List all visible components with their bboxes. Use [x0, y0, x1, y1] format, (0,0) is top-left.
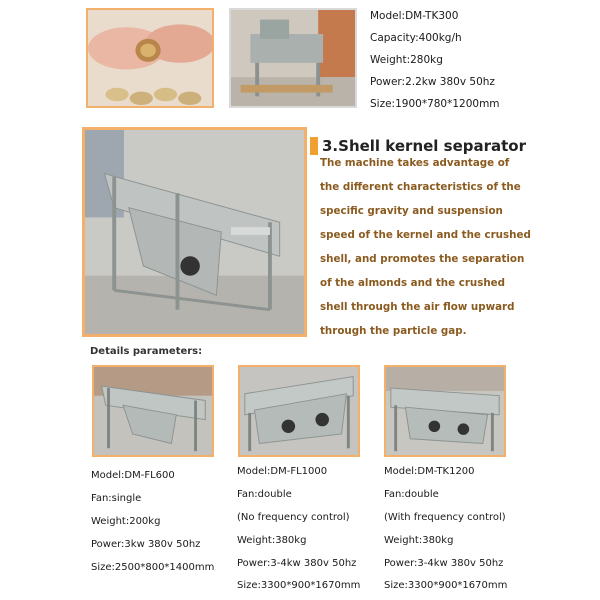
shell-kernel-separator-photo	[82, 127, 307, 337]
top-model-capacity: Capacity:400kg/h	[370, 32, 462, 44]
model-note: (No frequency control)	[237, 512, 350, 523]
model-size: Size:3300*900*1670mm	[384, 580, 508, 591]
model-size: Size:3300*900*1670mm	[237, 580, 361, 591]
almond-hand-photo	[86, 8, 214, 108]
model-weight: Weight:200kg	[91, 516, 161, 527]
model-power: Power:3-4kw 380v 50hz	[237, 558, 357, 569]
model-name: Model:DM-FL1000	[237, 466, 328, 477]
section-title-text: 3.Shell kernel separator	[322, 137, 527, 155]
model-note: (With frequency control)	[384, 512, 506, 523]
dm-fl600-photo	[92, 365, 214, 457]
details-parameters-label: Details parameters:	[90, 346, 203, 357]
top-model-weight: Weight:280kg	[370, 54, 443, 66]
model-name: Model:DM-FL600	[91, 470, 175, 481]
model-weight: Weight:380kg	[237, 535, 307, 546]
model-fan: Fan:double	[237, 489, 292, 500]
model-fan: Fan:double	[384, 489, 439, 500]
title-accent-bar	[310, 137, 318, 155]
description-line: The machine takes advantage of	[320, 157, 510, 169]
dm-tk1200-photo	[384, 365, 506, 457]
description-line: specific gravity and suspension	[320, 205, 503, 217]
model-power: Power:3-4kw 380v 50hz	[384, 558, 504, 569]
top-model-size: Size:1900*780*1200mm	[370, 98, 500, 110]
description-line: the different characteristics of the	[320, 181, 521, 193]
model-name: Model:DM-TK1200	[384, 466, 475, 477]
model-fan: Fan:single	[91, 493, 142, 504]
model-size: Size:2500*800*1400mm	[91, 562, 215, 573]
description-line: speed of the kernel and the crushed	[320, 229, 531, 241]
description-line: shell through the air flow upward	[320, 301, 515, 313]
model-power: Power:3kw 380v 50hz	[91, 539, 201, 550]
top-model-name: Model:DM-TK300	[370, 10, 459, 22]
dm-fl1000-photo	[238, 365, 360, 457]
description-line: of the almonds and the crushed	[320, 277, 506, 289]
description-line: shell, and promotes the separation	[320, 253, 525, 265]
top-model-power: Power:2.2kw 380v 50hz	[370, 76, 495, 88]
dm-tk300-machine-photo	[229, 8, 357, 108]
description-line: through the particle gap.	[320, 325, 467, 337]
model-weight: Weight:380kg	[384, 535, 454, 546]
section-title	[310, 135, 526, 157]
